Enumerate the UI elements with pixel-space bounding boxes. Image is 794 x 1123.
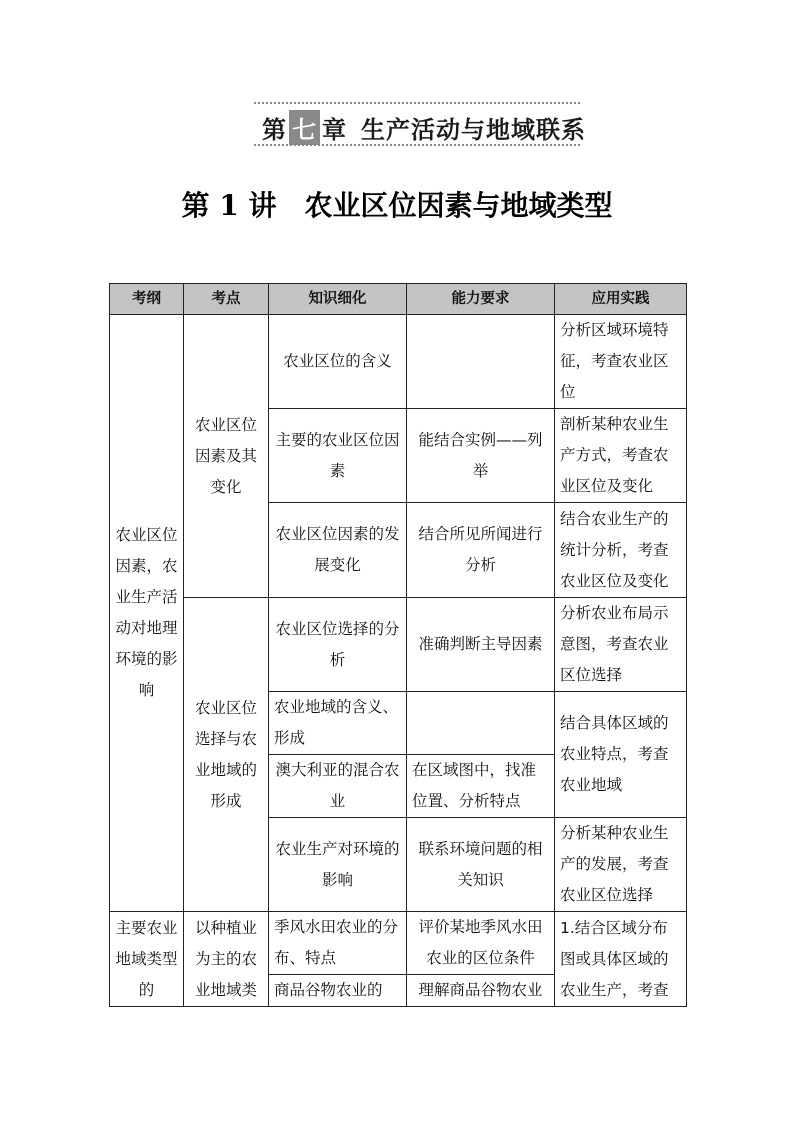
- table-header-row: [110, 284, 687, 315]
- nengli-cell: 结合所见所闻进行分析: [407, 503, 555, 598]
- exam-outline-table: [109, 283, 687, 1007]
- header-kaogang: 考纲: [110, 284, 184, 315]
- lecture-title: 第 1 讲 农业区位因素与地域类型: [181, 189, 613, 222]
- nengli-cell: 能结合实例——列举: [407, 409, 555, 503]
- table-row: [110, 912, 687, 975]
- yingyong-cell: 分析某种农业生产的发展，考查农业区位选择: [555, 818, 687, 912]
- kaodian-cell: 农业区位因素及其变化: [184, 315, 269, 598]
- kaodian-cell: 农业区位选择与农业地域的形成: [184, 598, 269, 912]
- header-nengli: 能力要求: [407, 284, 555, 315]
- zhishi-cell: 澳大利亚的混合农业: [269, 755, 407, 818]
- zhishi-cell: 农业区位因素的发展变化: [269, 503, 407, 598]
- yingyong-cell: 剖析某种农业生产方式，考查农业区位及变化: [555, 409, 687, 503]
- nengli-cell: [407, 692, 555, 755]
- zhishi-cell: 农业区位选择的分析: [269, 598, 407, 692]
- chapter-suffix: 章: [322, 116, 347, 144]
- nengli-cell: 理解商品谷物农业: [407, 975, 555, 1007]
- nengli-cell: 评价某地季风水田农业的区位条件: [407, 912, 555, 975]
- yingyong-cell-merged: 结合具体区域的农业特点，考查农业地域: [555, 692, 687, 818]
- chapter-number: 七: [289, 110, 320, 145]
- header-yingyong: 应用实践: [555, 284, 687, 315]
- chapter-banner: [254, 100, 586, 148]
- kaogang-cell: 农业区位因素，农业生产活动对地理环境的影响: [110, 315, 184, 912]
- banner-bottom-dotted-rule: [254, 144, 580, 146]
- table-row: [110, 315, 687, 409]
- chapter-prefix: 第: [262, 116, 287, 144]
- nengli-cell: 在区域图中，找准位置、分析特点: [407, 755, 555, 818]
- yingyong-cell: 分析农业布局示意图，考查农业区位选择: [555, 598, 687, 692]
- nengli-cell: [407, 315, 555, 409]
- yingyong-cell: 分析区域环境特征，考查农业区位: [555, 315, 687, 409]
- chapter-heading: [262, 110, 586, 145]
- yingyong-cell: 结合农业生产的统计分析，考查农业区位及变化: [555, 503, 687, 598]
- nengli-cell: 准确判断主导因素: [407, 598, 555, 692]
- banner-top-dotted-rule: [254, 102, 580, 104]
- kaogang-cell: 主要农业地域类型的: [110, 912, 184, 1007]
- zhishi-cell: 农业地域的含义、形成: [269, 692, 407, 755]
- kaodian-cell: 以种植业为主的农业地域类: [184, 912, 269, 1007]
- yingyong-cell: 1.结合区域分布图或具体区域的农业生产，考查: [555, 912, 687, 1007]
- zhishi-cell: 季风水田农业的分布、特点: [269, 912, 407, 975]
- chapter-title: 生产活动与地域联系: [361, 116, 586, 144]
- header-kaodian: 考点: [184, 284, 269, 315]
- zhishi-cell: 农业生产对环境的影响: [269, 818, 407, 912]
- header-zhishi: 知识细化: [269, 284, 407, 315]
- zhishi-cell: 商品谷物农业的: [269, 975, 407, 1007]
- nengli-cell: 联系环境问题的相关知识: [407, 818, 555, 912]
- zhishi-cell: 农业区位的含义: [269, 315, 407, 409]
- zhishi-cell: 主要的农业区位因素: [269, 409, 407, 503]
- table-row: [110, 598, 687, 692]
